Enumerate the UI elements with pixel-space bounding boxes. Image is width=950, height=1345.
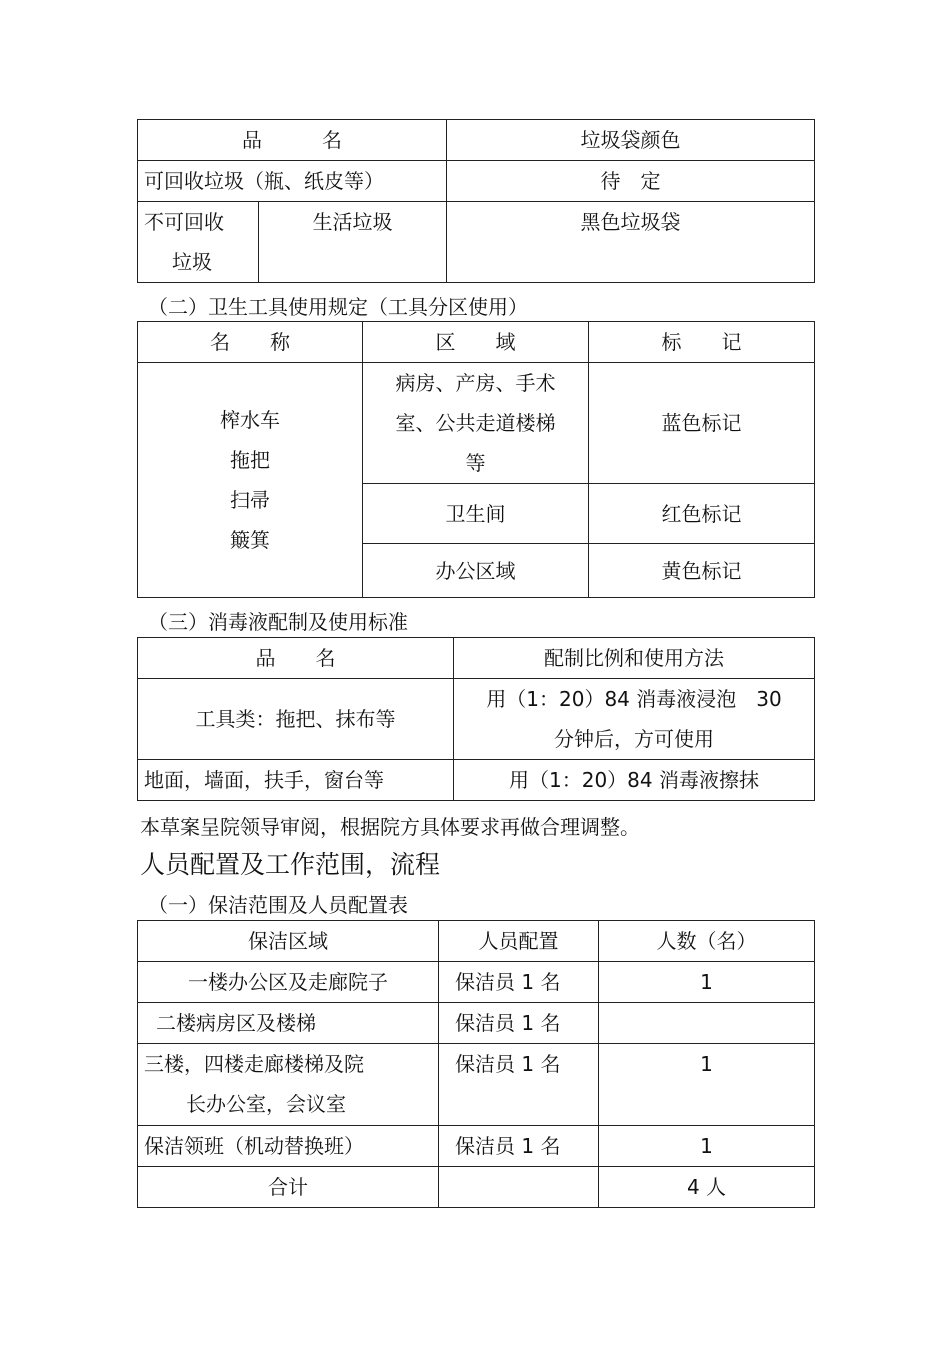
cleaning-tool-table [137, 321, 815, 598]
total-row [138, 1167, 815, 1208]
count-cell: 1 [599, 962, 815, 1003]
header-zone: 区 域 [363, 322, 589, 363]
category-line-2: 垃圾 [172, 250, 212, 274]
caption-cleaning-tools: （二）卫生工具使用规定（工具分区使用） [148, 295, 528, 319]
header-mark: 标 记 [589, 322, 815, 363]
table-row [138, 962, 815, 1003]
zone-line: 病房、产房、手术 [395, 371, 556, 395]
tool-item: 拖把 [230, 448, 270, 472]
count-cell: 1 [599, 1044, 815, 1126]
mark-red: 红色标记 [589, 484, 815, 544]
surfaces-method: 用（1：20）84 消毒液擦抹 [454, 760, 815, 801]
header-disinfect-item: 品 名 [138, 638, 454, 679]
tools-item: 工具类：拖把、抹布等 [138, 679, 454, 760]
table-row [138, 1044, 815, 1126]
total-label: 合计 [138, 1167, 439, 1208]
count-cell [599, 1003, 815, 1044]
zone-restroom: 卫生间 [363, 484, 589, 544]
header-tool-name: 名 称 [138, 322, 363, 363]
table-row [138, 1003, 815, 1044]
staff-cell: 保洁员 1 名 [439, 962, 599, 1003]
mark-yellow: 黄色标记 [589, 544, 815, 598]
mark-blue: 蓝色标记 [589, 363, 815, 484]
header-method: 配制比例和使用方法 [454, 638, 815, 679]
zone-line: 室、公共走道楼梯 [395, 411, 556, 435]
zone-line: 等 [465, 451, 486, 475]
staff-cell: 保洁员 1 名 [439, 1003, 599, 1044]
disinfectant-table [137, 637, 815, 801]
tool-item: 簸箕 [230, 528, 270, 552]
area-cell: 一楼办公区及走廊院子 [138, 962, 439, 1003]
area-line-2: 长办公室，会议室 [186, 1092, 346, 1116]
household-garbage: 生活垃圾 [259, 202, 447, 283]
header-area: 保洁区域 [138, 921, 439, 962]
tool-list [138, 363, 363, 598]
section-title: 人员配置及工作范围，流程 [140, 850, 441, 879]
total-count: 4 人 [599, 1167, 815, 1208]
non-recyclable-category [138, 202, 259, 283]
header-item-name: 品 名 [138, 120, 447, 161]
area-line-1: 三楼，四楼走廊楼梯及院 [144, 1052, 364, 1076]
area-cell: 二楼病房区及楼梯 [138, 1003, 439, 1044]
category-line-1: 不可回收 [144, 210, 224, 234]
recyclable-item: 可回收垃圾（瓶、纸皮等） [138, 161, 447, 202]
header-bag-color: 垃圾袋颜色 [447, 120, 815, 161]
count-cell: 1 [599, 1126, 815, 1167]
review-note: 本草案呈院领导审阅，根据院方具体要求再做合理调整。 [140, 815, 640, 839]
tools-method [454, 679, 815, 760]
household-garbage-color: 黑色垃圾袋 [447, 202, 815, 283]
staff-cell: 保洁员 1 名 [439, 1126, 599, 1167]
header-staff: 人员配置 [439, 921, 599, 962]
method-line-1: 用（1：20）84 消毒液浸泡 30 [486, 687, 782, 711]
tool-item: 榨水车 [220, 408, 280, 432]
zone-wards [363, 363, 589, 484]
caption-disinfectant: （三）消毒液配制及使用标准 [148, 610, 408, 634]
area-cell [138, 1044, 439, 1126]
staffing-table [137, 920, 815, 1208]
recyclable-color: 待 定 [447, 161, 815, 202]
table-row [138, 1126, 815, 1167]
staff-cell: 保洁员 1 名 [439, 1044, 599, 1126]
tool-item: 扫帚 [230, 488, 270, 512]
garbage-bag-table [137, 119, 815, 283]
total-staff [439, 1167, 599, 1208]
header-count: 人数（名） [599, 921, 815, 962]
surfaces-item: 地面，墙面，扶手，窗台等 [138, 760, 454, 801]
zone-office: 办公区域 [363, 544, 589, 598]
caption-staffing: （一）保洁范围及人员配置表 [148, 893, 408, 917]
method-line-2: 分钟后，方可使用 [554, 727, 714, 751]
area-cell: 保洁领班（机动替换班） [138, 1126, 439, 1167]
